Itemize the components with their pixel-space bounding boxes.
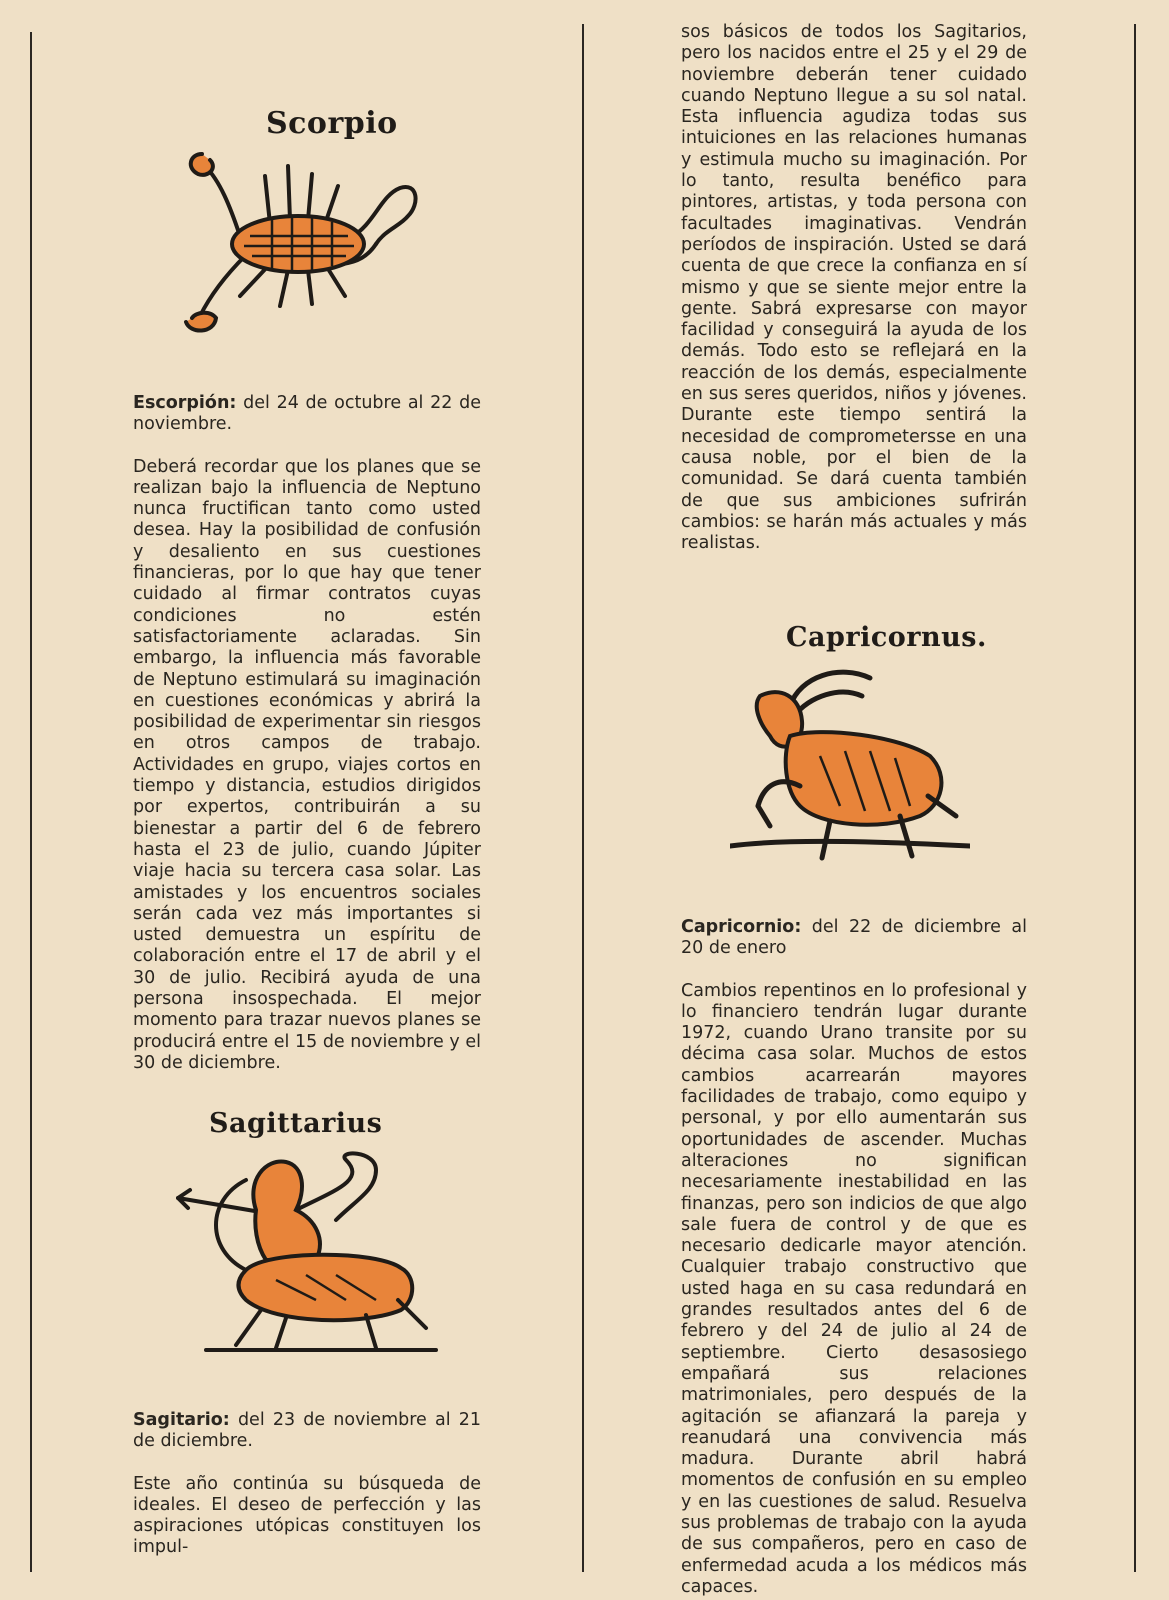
scorpio-dates-text: del 24 de octubre al 22 de noviembre. bbox=[133, 393, 481, 435]
capricorn-column bbox=[681, 917, 1027, 1598]
centaur-archer-woodcut-icon bbox=[176, 1150, 446, 1356]
sagittarius-dates-text: del 23 de noviembre al 21 de diciembre. bbox=[133, 1410, 481, 1452]
sagittarius-dates-label: Sagitario: bbox=[133, 1410, 230, 1430]
sagittarius-dates bbox=[133, 1410, 481, 1453]
scorpio-column bbox=[133, 393, 481, 1074]
capricorn-dates-text: del 22 de diciembre al 20 de enero bbox=[681, 917, 1027, 959]
scorpio-heading: Scorpio bbox=[266, 106, 398, 141]
right-column-rule bbox=[1134, 24, 1136, 1572]
scorpio-dates bbox=[133, 393, 481, 436]
center-column-rule bbox=[582, 24, 584, 1572]
scorpion-woodcut-icon bbox=[180, 146, 425, 342]
sagittarius-body-start: Este año continúa su búsqueda de ideales. El deseo de perfección y las aspiraciones utópicas constituyen los impul- bbox=[133, 1473, 481, 1558]
sagittarius-column-continued bbox=[681, 22, 1027, 554]
left-column-rule bbox=[30, 32, 32, 1572]
sagittarius-body-continued: sos básicos de todos los Sagitarios, pero los nacidos entre el 25 y el 29 de noviembre deberán tener cuidado cuando Neptuno llegue a su sol natal. Esta influencia agudiza todas sus intuiciones en las relaciones humanas y estimula mucho su imaginación. Por lo tanto, resulta benéfico para pintores, artistas, y toda persona con facultades imaginativas. Vendrán períodos de inspiración. Usted se dará cuenta de que crece la confianza en sí mismo y que se siente mejor entre la gente. Sabrá expresarse con mayor facilidad y conseguirá la ayuda de los demás. Todo esto se reflejará en la reacción de los demás, especialmente en sus seres queridos, niños y jóvenes. Durante este tiempo sentirá la necesidad de comprometersse en una causa noble, por el bien de la comunidad. Se dará cuenta también de que sus ambiciones sufrirán cambios: se harán más actuales y más realistas. bbox=[681, 22, 1027, 554]
capricorn-dates bbox=[681, 917, 1027, 960]
sagittarius-column-start bbox=[133, 1410, 481, 1559]
sagittarius-heading: Sagittarius bbox=[209, 1108, 383, 1139]
goat-woodcut-icon bbox=[730, 666, 970, 876]
scorpio-body: Deberá recordar que los planes que se realizan bajo la influencia de Neptuno nunca fructifican tanto como usted desea. Hay la posibilidad de confusión y desaliento en sus cuestiones financieras, por lo que hay que tener cuidado al firmar contratos cuyas condiciones no estén satisfactoriamente aclaradas. Sin embargo, la influencia más favorable de Neptuno estimulará su imaginación en cuestiones económicas y abrirá la posibilidad de experimentar sin riesgos en otros campos de trabajo. Actividades en grupo, viajes cortos en tiempo y distancia, estudios dirigidos por expertos, contribuirán a su bienestar a partir del 6 de febrero hasta el 23 de julio, cuando Júpiter viaje hacia su tercera casa solar. Las amistades y los encuentros sociales serán cada vez más importantes si usted demuestra un espíritu de colaboración entre el 17 de abril y el 30 de julio. Recibirá ayuda de una persona insospechada. El mejor momento para trazar nuevos planes se producirá entre el 15 de noviembre y el 30 de diciembre. bbox=[133, 456, 481, 1073]
scorpio-dates-label: Escorpión: bbox=[133, 393, 237, 413]
capricorn-dates-label: Capricornio: bbox=[681, 917, 802, 937]
capricorn-body: Cambios repentinos en lo profesional y lo financiero tendrán lugar durante 1972, cuando Urano transite por su décima casa solar. Muchos de estos cambios acarrearán mayores facilidades de trabajo, como equipo y personal, y por ello aumentarán sus oportunidades de ascender. Muchas alteraciones no significan necesariamente inestabilidad en las finanzas, pero son indicios de que algo sale fuera de control y de que es necesario dedicarle mayor atención. Cualquier trabajo constructivo que usted haga en su casa redundará en grandes resultados antes del 6 de febrero y del 24 de julio al 24 de septiembre. Cierto desasosiego empañará sus relaciones matrimoniales, pero después de la agitación se afianzará la pareja y reanudará una convivencia más madura. Durante abril habrá momentos de confusión en su empleo y en las cuestiones de salud. Resuelva sus problemas de trabajo con la ayuda de sus compañeros, pero en caso de enfermedad acuda a los médicos más capaces. bbox=[681, 980, 1027, 1597]
capricorn-heading: Capricornus. bbox=[786, 622, 987, 653]
